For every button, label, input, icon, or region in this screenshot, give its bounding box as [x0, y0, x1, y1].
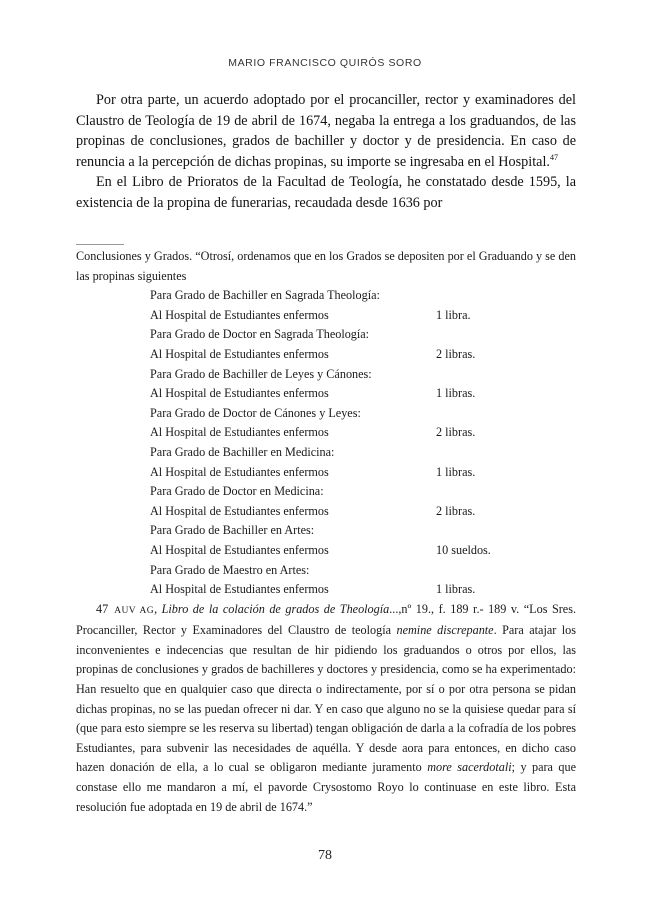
fee-row	[150, 345, 510, 365]
fee-label: Al Hospital de Estudiantes enfermos	[150, 464, 329, 479]
fee-amount: 2 libras.	[436, 346, 476, 361]
fee-amount: 1 libras.	[436, 386, 476, 401]
fee-row	[150, 482, 510, 502]
fee-amount: 10 sueldos.	[436, 542, 491, 557]
fee-amount	[436, 482, 510, 502]
fee-amount: 1 libras.	[436, 582, 476, 597]
fee-label: Para Grado de Doctor de Cánones y Leyes:	[150, 405, 361, 420]
fee-row	[150, 521, 510, 541]
fee-list	[150, 286, 510, 600]
footnote-text: . Para atajar los inconvenientes e indecencias que resultan de hir pidiendo los graduandos o otros por ellos, las propinas de conclusiones y grados de bachilleres y doctores y presidencia, como se ha experimentado: Han resuelto que en qualquier caso que directa o indirectamente, por sí o por otra persona se pidan dichas propinas, no se las puedan ofrecer ni dar. Y en caso que alguno no se la quisiese quedar para sí (que para esto siempre se les reserva su libertad) tengan obligación de darla a la cofradía de los pobres Estudiantes, para subvenir las necesidades de aquélla. Y desde aora para entonces, en dicho caso hazen donación de ella, a lo cual se obligaron mediante juramento	[76, 623, 577, 775]
fee-amount: 1 libra.	[436, 307, 471, 322]
fee-label: Para Grado de Bachiller de Leyes y Cánones:	[150, 366, 372, 381]
footnote-47: 47 AUV AG, Libro de la colación de grados de Theología...,nº 19., f. 189 r.- 189 v. “Los Sres. Procanciller, Rector y Examinadores del Claustro de teología nemine discrepante. Para atajar los inconvenientes e indecencias que resultan de hir pidiendo los graduandos o otros por ellos, las propinas de conclusiones y grados de bachilleres y doctores y presidencia, como se ha experimentado: Han resuelto que en qualquier caso que directa o indirectamente, por sí o por otra persona se pidan dichas propinas, no se las puedan ofrecer ni dar. Y en caso que alguno no se la quisiese quedar para sí (que para esto siempre se les reserva su libertad) tengan obligación de darla a la cofradía de los pobres Estudiantes, para subvenir las necesidades de aquélla. Y desde aora para entonces, en dicho caso hazen donación de ella, a lo cual se obligaron mediante juramento more sacerdotali; y para que constase ello me mandaron a mí, el pavorde Crysostomo Royo lo continuase en este libro. Esta resolución fue adoptada en 19 de abril de 1674.”	[76, 601, 577, 814]
fee-row	[150, 286, 510, 306]
page-number: 78	[318, 848, 332, 863]
fee-label: Al Hospital de Estudiantes enfermos	[150, 386, 329, 401]
footnote-text: ; y para que constase ello me mandaron a mí, el pavorde Crysostomo Royo lo continuase en este libro. Esta resolución fue adoptada en 19 de abril de 1674.”	[76, 760, 576, 814]
footnote-separator	[76, 244, 124, 245]
fee-amount	[436, 443, 510, 463]
fee-amount	[436, 365, 510, 385]
archive-abbreviation: AUV AG	[114, 605, 155, 616]
fee-amount	[436, 404, 510, 424]
fee-amount: 2 libras.	[436, 503, 476, 518]
running-header: MARIO FRANCISCO QUIRÓS SORO	[228, 57, 422, 69]
paragraph-text: Por otra parte, un acuerdo adoptado por el procanciller, rector y examinadores del Claustro de Teología de 19 de abril de 1674, negaba la entrega a los graduandos, de las propinas de conclusiones, grados de bachiller y doctor y de presidencia. En caso de renuncia a la percepción de dichas propinas, su importe se ingresaba en el Hospital.	[76, 92, 576, 170]
fee-label: Al Hospital de Estudiantes enfermos	[150, 346, 329, 361]
fee-label: Para Grado de Maestro en Artes:	[150, 562, 310, 577]
footnote-number: 47	[96, 601, 109, 616]
fee-label: Para Grado de Doctor en Medicina:	[150, 484, 324, 499]
body-text	[76, 90, 576, 213]
book-title: Libro de la colación de grados de Theología	[161, 601, 390, 616]
footnote-text: ...,nº 19., f. 189 r.- 189 v. “Los Sres. Procanciller, Rector y Examinadores del Claustro de teología	[76, 601, 577, 638]
fee-row	[150, 404, 510, 424]
fee-label: Al Hospital de Estudiantes enfermos	[150, 542, 329, 557]
fee-row	[150, 580, 510, 600]
fee-label: Para Grado de Bachiller en Sagrada Theología:	[150, 288, 380, 303]
fee-label: Al Hospital de Estudiantes enfermos	[150, 503, 329, 518]
fee-row	[150, 384, 510, 404]
fee-amount	[436, 521, 510, 541]
fee-label: Al Hospital de Estudiantes enfermos	[150, 425, 329, 440]
fee-row	[150, 325, 510, 345]
fee-amount: 1 libras.	[436, 464, 476, 479]
latin-phrase: more sacerdotali	[427, 760, 512, 775]
fee-amount: 2 libras.	[436, 425, 476, 440]
fee-amount	[436, 325, 510, 345]
fee-row	[150, 443, 510, 463]
footnote-reference: 47	[549, 152, 558, 162]
fee-row	[150, 365, 510, 385]
fee-row	[150, 541, 510, 561]
footnotes	[76, 247, 576, 817]
fee-row	[150, 561, 510, 581]
fee-label: Al Hospital de Estudiantes enfermos	[150, 582, 329, 597]
body-paragraph	[76, 172, 576, 213]
fee-row	[150, 502, 510, 522]
latin-phrase: nemine discrepante	[396, 623, 494, 638]
fee-label: Para Grado de Bachiller en Artes:	[150, 523, 315, 538]
body-paragraph	[76, 90, 576, 172]
fee-label: Al Hospital de Estudiantes enfermos	[150, 307, 329, 322]
fee-row	[150, 306, 510, 326]
fee-row	[150, 423, 510, 443]
footnote-continuation: Conclusiones y Grados. “Otrosí, ordenamos que en los Grados se depositen por el Graduando y se den las propinas siguientes	[76, 249, 576, 283]
paragraph-text: En el Libro de Prioratos de la Facultad de Teología, he constatado desde 1595, la existencia de la propina de funerarias, recaudada desde 1636 por	[76, 174, 576, 211]
fee-label: Para Grado de Doctor en Sagrada Theología:	[150, 327, 370, 342]
fee-label: Para Grado de Bachiller en Medicina:	[150, 444, 335, 459]
fee-row	[150, 463, 510, 483]
fee-amount	[436, 561, 510, 581]
fee-amount	[436, 286, 510, 306]
